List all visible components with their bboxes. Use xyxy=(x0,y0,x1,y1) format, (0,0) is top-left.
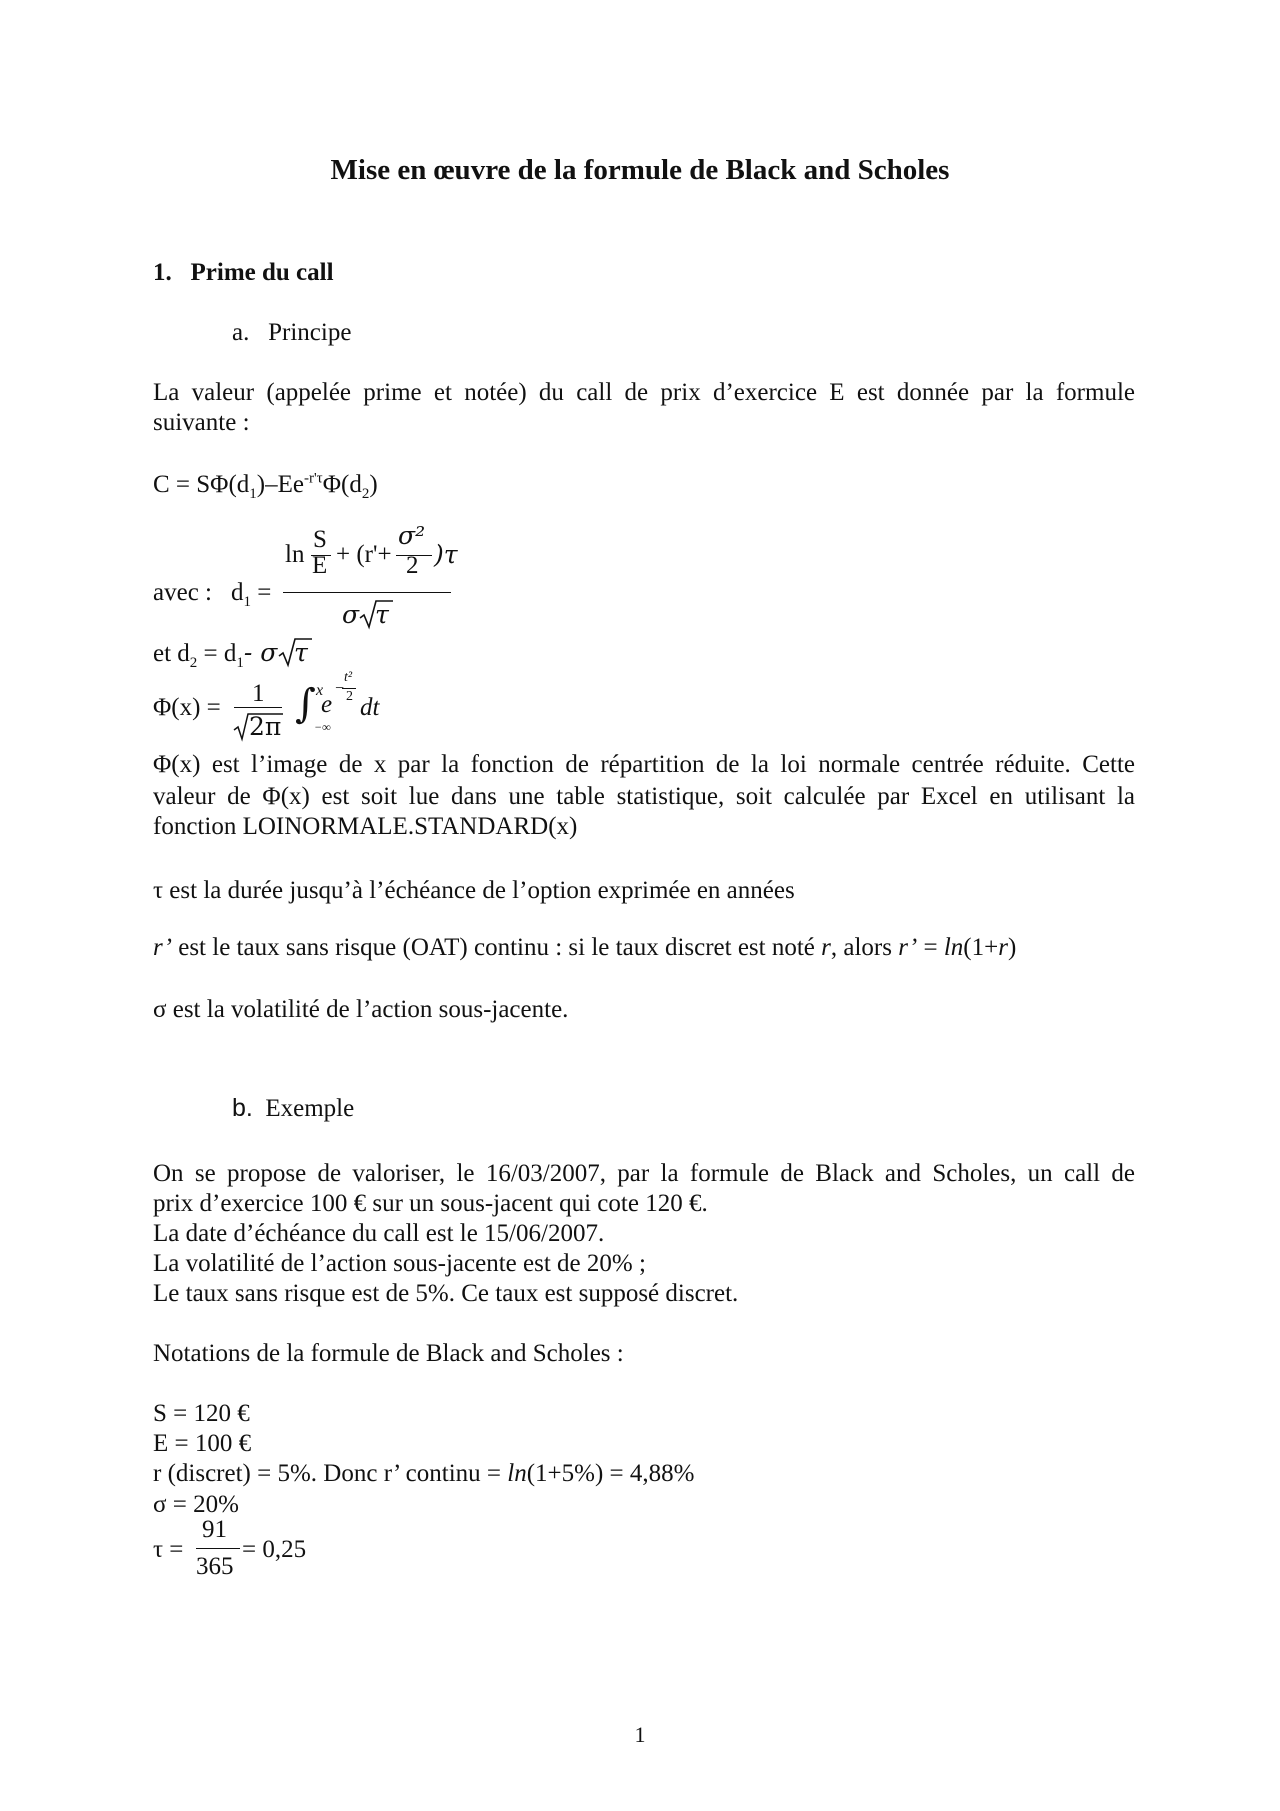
page-number: 1 xyxy=(634,1722,646,1747)
page-title: Mise en œuvre de la formule de Black and Scholes xyxy=(330,154,950,186)
phi-text-line-3: fonction LOINORMALE.STANDARD(x) xyxy=(153,813,578,840)
integral-sign: ∫ xyxy=(295,681,316,727)
phi-text-line-1: Φ(x) est l’image de x par la fonction de répartition de la loi normale centrée réduite. Cette xyxy=(153,751,1135,778)
example-line-3: La date d’échéance du call est le 15/06/2007. xyxy=(153,1220,605,1247)
call-formula: $C = S\Phi(d_1)-Ee^{-r'\tau}\Phi(d_2)$ xyxy=(153,470,378,502)
notation-r: r (discret) = 5%. Donc r’ continu = ln(1+5%) = 4,88% xyxy=(153,1460,695,1487)
document-page: Mise en œuvre de la formule de Black and Scholes 1. Prime du call a. Principe La valeur (appelée prime et notée) du call de prix d’exercice E est donnée par la formule suivante : $C = S\Phi(d_1)-Ee^{-r'\tau}\Phi(d_2)$ avec : $d_1$ = ln S E + (r'+ σ² 2 )τ σ τ et $d_2 = d_1-$ σ τ Φ(x) = 1 2π ∫ x −∞ e − t² 2 dt Φ(x) est l’image de x par la fonction de répartition de la loi normale centrée réduite. Cette valeur de Φ(x) est soit lue dans une table statistique, soit calculée par Excel en utilisant la fonction LOINORMALE.STANDARD(x) τ est la durée jusqu’à l’échéance de l’option exprimée en années r’ est le taux sans risque (OAT) continu : si le taux discret est noté r, alors r’ = ln(1+r) σ est la volatilité de l’action sous-jacente. b. Exemple On se propose de valoriser, le 16/03/2007, par la formule de Black and Scholes, un call de prix d’exercice 100 € sur un sous-jacent qui cote 120 €. La date d’échéance du call est le 15/06/2007. La volatilité de l’action sous-jacente est de 20% ; Le taux sans risque est de 5%. Ce taux est supposé discret. Notations de la formule de Black and Scholes : S = 120 € E = 100 € r (discret) = 5%. Donc r’ continu = ln(1+5%) = 4,88% σ = 20% τ = 91 365 = 0,25 1 xyxy=(0,0,1280,1811)
notation-e: E = 100 € xyxy=(153,1430,252,1457)
subsection-label: Exemple xyxy=(265,1095,355,1122)
example-line-5: Le taux sans risque est de 5%. Ce taux est supposé discret. xyxy=(153,1280,739,1307)
section-label: Prime du call xyxy=(190,259,334,286)
d1-lhs: $d_1$ = xyxy=(231,579,272,610)
avec-label: avec : xyxy=(153,579,212,606)
example-line-1: On se propose de valoriser, le 16/03/2007, par la formule de Black and Scholes, un call de xyxy=(153,1160,1135,1187)
tau-definition: τ est la durée jusqu’à l’échéance de l’option exprimée en années xyxy=(153,877,795,904)
notations-title: Notations de la formule de Black and Scholes : xyxy=(153,1340,624,1367)
subsection-label: Principe xyxy=(268,319,352,346)
subsection-letter: b. xyxy=(232,1094,253,1122)
subsection-heading-a xyxy=(232,318,351,348)
subsection-heading-b xyxy=(232,1093,354,1124)
example-line-2: prix d’exercice 100 € sur un sous-jacent qui cote 120 €. xyxy=(153,1190,708,1217)
example-line-4: La volatilité de l’action sous-jacente est de 20% ; xyxy=(153,1250,646,1277)
sigma-definition: σ est la volatilité de l’action sous-jacente. xyxy=(153,996,569,1023)
phi-text-line-2: valeur de Φ(x) est soit lue dans une table statistique, soit calculée par Excel en utilisant la xyxy=(153,783,1135,810)
section-number: 1. xyxy=(153,259,172,286)
subsection-letter: a. xyxy=(232,319,250,346)
section-heading xyxy=(153,259,334,287)
notation-s: S = 120 € xyxy=(153,1400,250,1427)
intro-line-2: suivante : xyxy=(153,409,250,436)
notation-sigma: σ = 20% xyxy=(153,1491,239,1518)
rate-definition: r’ est le taux sans risque (OAT) continu : si le taux discret est noté r, alors r’ = ln(1+r) xyxy=(153,934,1017,961)
intro-line-1: La valeur (appelée prime et notée) du call de prix d’exercice E est donnée par la formule xyxy=(153,379,1135,406)
